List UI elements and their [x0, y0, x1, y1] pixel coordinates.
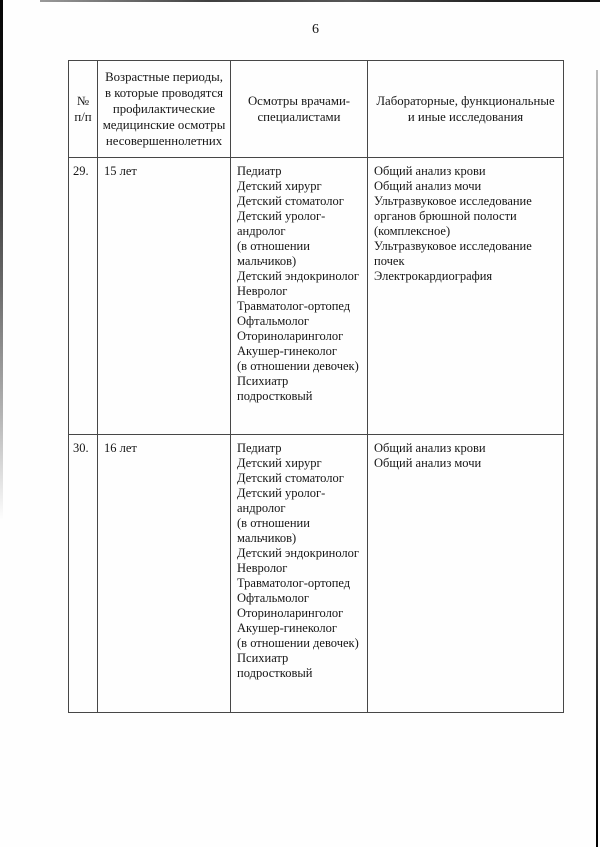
row-30-number: 30.	[69, 435, 98, 713]
page-number: 6	[312, 22, 319, 37]
row-30-labs-cell	[368, 435, 564, 713]
header-lab-studies-column	[368, 61, 564, 158]
header-doctor-exams-label: Осмотры врачами- специалистами	[247, 94, 351, 124]
row-29-labs-list: Общий анализ крови Общий анализ мочи Ультразвуковое исследование органов брюшной полости (комплексное) Ультразвуковое исследование почек Электрокардиография	[374, 164, 532, 283]
scan-edge-top-artifact	[40, 0, 600, 2]
header-number-label: № п/п	[74, 94, 92, 124]
row-29-doctors-cell	[231, 158, 368, 435]
header-number-column	[69, 61, 98, 158]
table-row-30	[69, 435, 564, 713]
row-29-doctors-list: Педиатр Детский хирург Детский стоматолог Детский уролог- андролог (в отношении мальчиков) Детский эндокринолог Невролог Травматолог-ортопед Офтальмолог Оториноларинголог Акушер-гинеколог (в отношении девочек) Психиатр подростковый	[237, 164, 360, 403]
row-30-labs-list: Общий анализ крови Общий анализ мочи	[374, 441, 486, 470]
header-age-periods-label: Возрастные периоды, в которые проводятся профилактические медицинские осмотры несовершеннолетних	[102, 70, 226, 148]
scan-edge-right-artifact	[596, 70, 598, 847]
row-30-doctors-cell	[231, 435, 368, 713]
row-30-doctors-list: Педиатр Детский хирург Детский стоматолог Детский уролог- андролог (в отношении мальчиков) Детский эндокринолог Невролог Травматолог-ортопед Офтальмолог Оториноларинголог Акушер-гинеколог (в отношении девочек) Психиатр подростковый	[237, 441, 360, 680]
table-row-29	[69, 158, 564, 435]
medical-checkups-table	[68, 60, 564, 713]
row-30-age-period: 16 лет	[98, 435, 231, 713]
table-header-row	[69, 61, 564, 158]
header-age-periods-column	[98, 61, 231, 158]
row-29-number: 29.	[69, 158, 98, 435]
row-29-age-period: 15 лет	[98, 158, 231, 435]
row-29-labs-cell	[368, 158, 564, 435]
scan-edge-left-artifact	[0, 0, 3, 520]
header-lab-studies-label: Лабораторные, функциональные и иные исследования	[376, 94, 555, 124]
header-doctor-exams-column	[231, 61, 368, 158]
